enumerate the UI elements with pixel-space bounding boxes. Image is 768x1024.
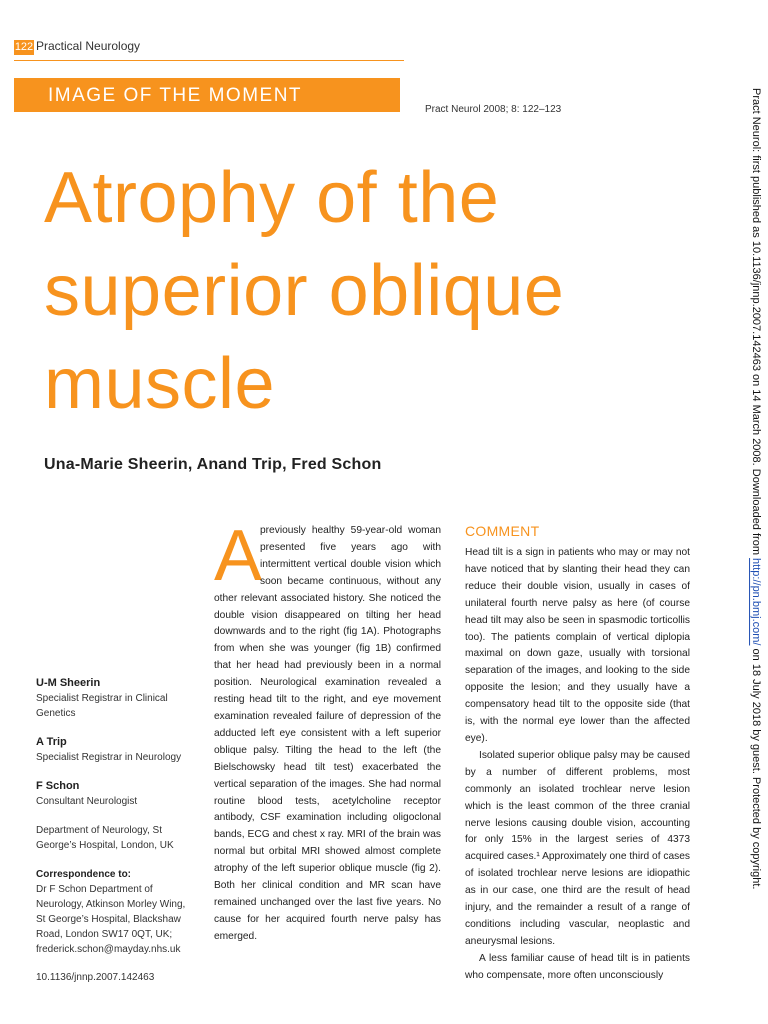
side-note-text: Pract Neurol: first published as 10.1136/jnnp.2007.142463 on 14 March 2008. Downloaded from (750, 88, 762, 559)
doi: 10.1136/jnnp.2007.142463 (36, 972, 155, 983)
drop-cap: A (214, 516, 263, 596)
drop-cap-space (214, 523, 260, 589)
correspondence-address[interactable]: Dr F Schon Department of Neurology, Atkinson Morley Wing, St George’s Hospital, Blackshaw Road, London SW17 0QT, UK; frederick.schon@mayday.nhs.uk (36, 884, 186, 955)
author-affiliations (36, 676, 196, 985)
copyright-side-note (748, 88, 762, 938)
comment-paragraph-2: Isolated superior oblique palsy may be caused by a number of different problems, most commonly an isolated trochlear nerve lesion which is the least common of the three cranial nerve lesions causing double vision, accounting for only 15% in the largest series of 4373 acquired cases.¹ Approximately one third of cases of isolated trochlear nerve lesions are idiopathic as in our case, one third are the result of head injury, and the remainder a result of a range of conditions including vascular, neoplastic and aneurysmal lesions. (465, 749, 690, 947)
title-line-2: superior oblique (44, 251, 565, 331)
author1-role: Specialist Registrar in Clinical Genetics (36, 693, 168, 719)
author3-role: Consultant Neurologist (36, 796, 138, 807)
journal-name: Practical Neurology (36, 39, 141, 53)
comment-paragraph-1: Head tilt is a sign in patients who may or may not have noticed that by slanting their head they can reduce their double vision, usually in cases of unilateral fourth nerve palsy as here (of course head tilt may also be seen in spasmodic torticollis too). The patients complain of vertical diplopia maximal on down gaze, usually with torsional separation of the images, and looking to the side opposite the lesion; and they usually have a compensatory head tilt to the opposite side (that is, with the normal eye lower than the affected eye). (465, 547, 690, 744)
title-line-3: muscle (44, 344, 276, 424)
section-banner-label: IMAGE OF THE MOMENT (48, 85, 303, 106)
author2-role: Specialist Registrar in Neurology (36, 752, 182, 763)
comment-heading: COMMENT (465, 523, 540, 539)
author1-name: U-M Sheerin (36, 677, 101, 689)
section-banner (14, 78, 400, 112)
body-column-1 (214, 523, 441, 946)
author3-name: F Schon (36, 780, 80, 792)
correspondence-label: Correspondence to: (36, 869, 132, 880)
author2-name: A Trip (36, 736, 67, 748)
header-rule (14, 60, 404, 61)
author-list: Una-Marie Sheerin, Anand Trip, Fred Schon (44, 456, 382, 473)
citation: Pract Neurol 2008; 8: 122–123 (425, 104, 562, 115)
journal-link[interactable]: http://pn.bmj.com/ (750, 558, 762, 646)
comment-paragraph-3: A less familiar cause of head tilt is in patients who compensate, more often unconsciously (465, 952, 690, 981)
title-line-1: Atrophy of the (44, 158, 500, 238)
page-number: 122 (14, 41, 34, 53)
department: Department of Neurology, St George’s Hospital, London, UK (36, 825, 174, 851)
article-title (44, 152, 684, 431)
case-paragraph: previously healthy 59-year-old woman presented five years ago with intermittent vertical double vision which soon became continuous, without any other relevant associated history. She noticed the double vision disappeared on tilting her head downwards and to the right (fig 1A). Photographs from when she was younger (fig 1B) confirmed that her head had previously been in a normal position. Neurological examination revealed a resting head tilt to the right, and eye movement examination revealed failure of depression of the adducted left eye consistent with a left superior oblique palsy. Tilting the head to the left (the Bielschowsky head tilt test) exacerbated the vertical separation of the images. She had normal routine blood tests, acetylcholine receptor antibody, CSF examination including oligoclonal bands, ECG and chest x ray. MRI of the brain was normal but orbital MRI showed almost complete atrophy of the left superior oblique muscle (fig 2). Both her clinical condition and MR scan have remained unchanged over the last five years. No cause for her acquired fourth nerve palsy has emerged. (214, 525, 441, 942)
body-column-2 (465, 545, 690, 985)
side-note-text-end: on 18 July 2018 by guest. Protected by copyright. (750, 645, 762, 890)
